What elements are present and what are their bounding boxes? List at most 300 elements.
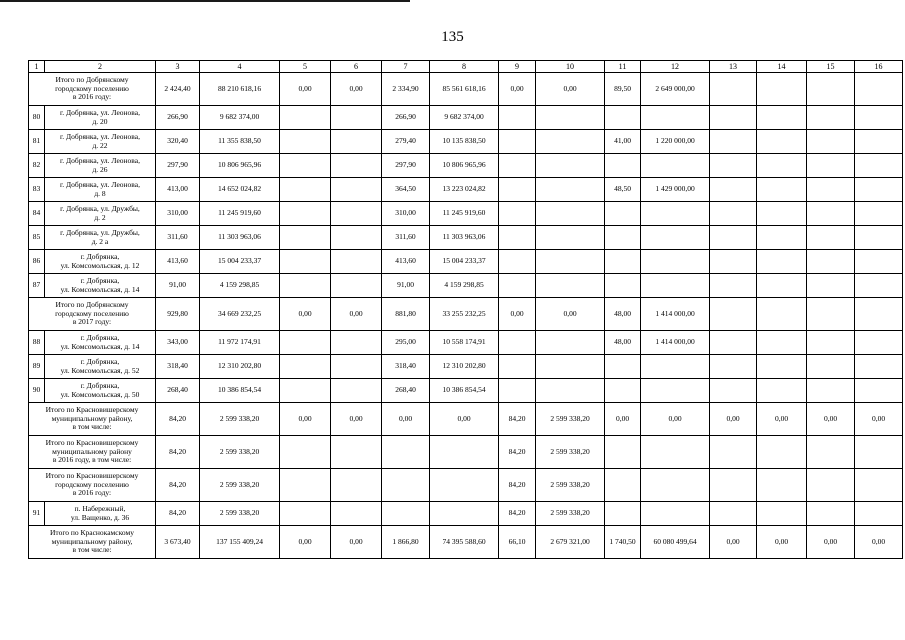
value-cell: 0,00 bbox=[710, 526, 757, 559]
column-number-cell: 10 bbox=[536, 61, 605, 73]
value-cell: 12 310 202,80 bbox=[430, 355, 499, 379]
row-number: 82 bbox=[29, 154, 45, 178]
row-number: 86 bbox=[29, 250, 45, 274]
value-cell: 60 080 499,64 bbox=[641, 526, 710, 559]
subtotal-label: Итого по Красновишерскому муниципальному району в 2016 году, в том числе: bbox=[29, 436, 156, 469]
value-cell: 2 599 338,20 bbox=[200, 403, 280, 436]
value-cell bbox=[499, 154, 536, 178]
value-cell bbox=[807, 502, 855, 526]
value-cell bbox=[807, 274, 855, 298]
value-cell bbox=[382, 469, 430, 502]
value-cell bbox=[710, 469, 757, 502]
value-cell bbox=[605, 226, 641, 250]
value-cell: 1 740,50 bbox=[605, 526, 641, 559]
value-cell bbox=[757, 202, 807, 226]
value-cell: 2 599 338,20 bbox=[536, 502, 605, 526]
value-cell bbox=[536, 106, 605, 130]
subtotal-row bbox=[29, 469, 903, 502]
value-cell bbox=[641, 106, 710, 130]
column-number-cell: 13 bbox=[710, 61, 757, 73]
value-cell bbox=[757, 355, 807, 379]
table-row bbox=[29, 250, 903, 274]
value-cell bbox=[430, 469, 499, 502]
value-cell bbox=[280, 379, 331, 403]
value-cell bbox=[757, 154, 807, 178]
table-row bbox=[29, 202, 903, 226]
value-cell bbox=[280, 355, 331, 379]
value-cell bbox=[807, 202, 855, 226]
value-cell bbox=[710, 436, 757, 469]
row-number: 90 bbox=[29, 379, 45, 403]
value-cell: 268,40 bbox=[156, 379, 200, 403]
column-number-cell: 11 bbox=[605, 61, 641, 73]
table-row bbox=[29, 106, 903, 130]
value-cell bbox=[280, 202, 331, 226]
value-cell: 66,10 bbox=[499, 526, 536, 559]
value-cell: 295,00 bbox=[382, 331, 430, 355]
value-cell bbox=[757, 73, 807, 106]
value-cell: 0,00 bbox=[382, 403, 430, 436]
value-cell bbox=[280, 502, 331, 526]
subtotal-label: Итого по Добрянскому городскому поселению в 2017 году: bbox=[29, 298, 156, 331]
value-cell bbox=[855, 436, 903, 469]
value-cell: 1 414 000,00 bbox=[641, 331, 710, 355]
column-number-cell: 9 bbox=[499, 61, 536, 73]
subtotal-row bbox=[29, 526, 903, 559]
value-cell bbox=[536, 178, 605, 202]
value-cell bbox=[757, 298, 807, 331]
value-cell bbox=[280, 436, 331, 469]
table-row bbox=[29, 154, 903, 178]
value-cell: 2 649 000,00 bbox=[641, 73, 710, 106]
value-cell: 34 669 232,25 bbox=[200, 298, 280, 331]
table-row bbox=[29, 355, 903, 379]
value-cell bbox=[855, 154, 903, 178]
value-cell bbox=[641, 502, 710, 526]
address-cell: г. Добрянка, ул. Леонова, д. 8 bbox=[45, 178, 156, 202]
value-cell bbox=[757, 379, 807, 403]
value-cell bbox=[855, 130, 903, 154]
value-cell: 11 972 174,91 bbox=[200, 331, 280, 355]
value-cell bbox=[710, 250, 757, 274]
subtotal-label: Итого по Красновишерскому городскому поселению в 2016 году: bbox=[29, 469, 156, 502]
value-cell bbox=[710, 355, 757, 379]
value-cell: 12 310 202,80 bbox=[200, 355, 280, 379]
address-cell: г. Добрянка, ул. Дружбы, д. 2 bbox=[45, 202, 156, 226]
table-row bbox=[29, 274, 903, 298]
value-cell bbox=[499, 202, 536, 226]
value-cell: 10 135 838,50 bbox=[430, 130, 499, 154]
value-cell bbox=[605, 106, 641, 130]
value-cell bbox=[710, 202, 757, 226]
value-cell bbox=[641, 379, 710, 403]
value-cell: 84,20 bbox=[499, 403, 536, 436]
value-cell: 0,00 bbox=[331, 526, 382, 559]
value-cell bbox=[710, 154, 757, 178]
value-cell: 88 210 618,16 bbox=[200, 73, 280, 106]
value-cell: 10 558 174,91 bbox=[430, 331, 499, 355]
subtotal-row bbox=[29, 73, 903, 106]
value-cell bbox=[757, 130, 807, 154]
value-cell: 0,00 bbox=[605, 403, 641, 436]
value-cell: 84,20 bbox=[499, 436, 536, 469]
value-cell bbox=[855, 73, 903, 106]
value-cell bbox=[710, 274, 757, 298]
column-number-cell: 1 bbox=[29, 61, 45, 73]
value-cell bbox=[382, 436, 430, 469]
value-cell bbox=[536, 379, 605, 403]
value-cell bbox=[757, 436, 807, 469]
column-number-cell: 12 bbox=[641, 61, 710, 73]
value-cell bbox=[710, 502, 757, 526]
table-row bbox=[29, 331, 903, 355]
value-cell: 929,80 bbox=[156, 298, 200, 331]
value-cell bbox=[536, 130, 605, 154]
value-cell: 279,40 bbox=[382, 130, 430, 154]
value-cell bbox=[280, 178, 331, 202]
value-cell: 297,90 bbox=[156, 154, 200, 178]
value-cell: 85 561 618,16 bbox=[430, 73, 499, 106]
row-number: 88 bbox=[29, 331, 45, 355]
value-cell: 4 159 298,85 bbox=[200, 274, 280, 298]
value-cell: 10 386 854,54 bbox=[200, 379, 280, 403]
table-row bbox=[29, 502, 903, 526]
row-number: 84 bbox=[29, 202, 45, 226]
value-cell: 0,00 bbox=[855, 526, 903, 559]
value-cell: 91,00 bbox=[382, 274, 430, 298]
value-cell: 297,90 bbox=[382, 154, 430, 178]
value-cell bbox=[536, 331, 605, 355]
value-cell: 413,60 bbox=[382, 250, 430, 274]
column-number-cell: 8 bbox=[430, 61, 499, 73]
column-number-cell: 2 bbox=[45, 61, 156, 73]
value-cell bbox=[641, 202, 710, 226]
subtotal-label: Итого по Красновишерскому муниципальному району, в том числе: bbox=[29, 403, 156, 436]
value-cell: 266,90 bbox=[156, 106, 200, 130]
value-cell bbox=[855, 202, 903, 226]
address-cell: г. Добрянка, ул. Комсомольская, д. 50 bbox=[45, 379, 156, 403]
value-cell: 11 245 919,60 bbox=[430, 202, 499, 226]
value-cell: 2 334,90 bbox=[382, 73, 430, 106]
value-cell: 3 673,40 bbox=[156, 526, 200, 559]
value-cell bbox=[499, 331, 536, 355]
row-number: 80 bbox=[29, 106, 45, 130]
value-cell bbox=[641, 355, 710, 379]
value-cell bbox=[855, 226, 903, 250]
value-cell: 1 220 000,00 bbox=[641, 130, 710, 154]
page-number: 135 bbox=[441, 29, 464, 45]
value-cell: 48,50 bbox=[605, 178, 641, 202]
value-cell bbox=[536, 226, 605, 250]
value-cell bbox=[536, 355, 605, 379]
value-cell: 2 424,40 bbox=[156, 73, 200, 106]
address-cell: г. Добрянка, ул. Комсомольская, д. 14 bbox=[45, 331, 156, 355]
value-cell bbox=[757, 106, 807, 130]
value-cell: 311,60 bbox=[382, 226, 430, 250]
top-rule bbox=[0, 0, 410, 2]
value-cell: 84,20 bbox=[499, 502, 536, 526]
value-cell: 310,00 bbox=[382, 202, 430, 226]
value-cell bbox=[280, 226, 331, 250]
value-cell: 0,00 bbox=[280, 526, 331, 559]
subtotal-row bbox=[29, 298, 903, 331]
value-cell: 10 806 965,96 bbox=[200, 154, 280, 178]
value-cell bbox=[710, 298, 757, 331]
value-cell bbox=[499, 178, 536, 202]
value-cell bbox=[331, 379, 382, 403]
value-cell bbox=[280, 469, 331, 502]
value-cell bbox=[499, 130, 536, 154]
subtotal-label: Итого по Краснокамскому муниципальному району, в том числе: bbox=[29, 526, 156, 559]
value-cell bbox=[331, 202, 382, 226]
value-cell: 0,00 bbox=[280, 403, 331, 436]
value-cell: 48,00 bbox=[605, 331, 641, 355]
value-cell bbox=[807, 436, 855, 469]
value-cell: 0,00 bbox=[331, 298, 382, 331]
value-cell: 11 355 838,50 bbox=[200, 130, 280, 154]
value-cell bbox=[641, 436, 710, 469]
value-cell bbox=[855, 379, 903, 403]
subtotal-label: Итого по Добрянскому городскому поселению в 2016 году: bbox=[29, 73, 156, 106]
address-cell: п. Набережный, ул. Ващенко, д. 36 bbox=[45, 502, 156, 526]
value-cell: 0,00 bbox=[757, 526, 807, 559]
row-number: 89 bbox=[29, 355, 45, 379]
column-number-row bbox=[29, 61, 903, 73]
value-cell: 311,60 bbox=[156, 226, 200, 250]
value-cell bbox=[710, 379, 757, 403]
column-number-cell: 16 bbox=[855, 61, 903, 73]
value-cell bbox=[331, 331, 382, 355]
value-cell: 0,00 bbox=[280, 298, 331, 331]
column-number-cell: 5 bbox=[280, 61, 331, 73]
value-cell: 2 599 338,20 bbox=[536, 436, 605, 469]
value-cell: 1 866,80 bbox=[382, 526, 430, 559]
address-cell: г. Добрянка, ул. Комсомольская, д. 12 bbox=[45, 250, 156, 274]
value-cell bbox=[641, 226, 710, 250]
value-cell: 9 682 374,00 bbox=[430, 106, 499, 130]
value-cell bbox=[280, 274, 331, 298]
value-cell bbox=[757, 250, 807, 274]
value-cell bbox=[536, 154, 605, 178]
value-cell bbox=[855, 250, 903, 274]
table-row bbox=[29, 226, 903, 250]
value-cell: 266,90 bbox=[382, 106, 430, 130]
value-cell: 0,00 bbox=[855, 403, 903, 436]
value-cell: 91,00 bbox=[156, 274, 200, 298]
value-cell bbox=[331, 178, 382, 202]
value-cell bbox=[757, 331, 807, 355]
value-cell: 318,40 bbox=[156, 355, 200, 379]
value-cell bbox=[641, 274, 710, 298]
value-cell: 413,60 bbox=[156, 250, 200, 274]
value-cell: 413,00 bbox=[156, 178, 200, 202]
value-cell: 2 679 321,00 bbox=[536, 526, 605, 559]
value-cell bbox=[855, 106, 903, 130]
value-cell: 4 159 298,85 bbox=[430, 274, 499, 298]
value-cell bbox=[710, 73, 757, 106]
value-cell bbox=[855, 502, 903, 526]
value-cell bbox=[605, 379, 641, 403]
value-cell: 2 599 338,20 bbox=[536, 469, 605, 502]
value-cell bbox=[807, 379, 855, 403]
value-cell bbox=[855, 298, 903, 331]
address-cell: г. Добрянка, ул. Дружбы, д. 2 а bbox=[45, 226, 156, 250]
value-cell bbox=[280, 331, 331, 355]
value-cell: 15 004 233,37 bbox=[430, 250, 499, 274]
address-cell: г. Добрянка, ул. Комсомольская, д. 14 bbox=[45, 274, 156, 298]
value-cell: 2 599 338,20 bbox=[200, 502, 280, 526]
value-cell: 2 599 338,20 bbox=[200, 436, 280, 469]
value-cell bbox=[807, 226, 855, 250]
value-cell bbox=[499, 379, 536, 403]
value-cell bbox=[280, 130, 331, 154]
value-cell bbox=[710, 178, 757, 202]
value-cell bbox=[855, 178, 903, 202]
table-row bbox=[29, 379, 903, 403]
value-cell bbox=[641, 469, 710, 502]
value-cell bbox=[605, 355, 641, 379]
value-cell: 11 303 963,06 bbox=[200, 226, 280, 250]
value-cell: 84,20 bbox=[156, 502, 200, 526]
value-cell: 0,00 bbox=[757, 403, 807, 436]
value-cell bbox=[331, 226, 382, 250]
value-cell: 1 414 000,00 bbox=[641, 298, 710, 331]
value-cell bbox=[430, 436, 499, 469]
column-number-cell: 3 bbox=[156, 61, 200, 73]
value-cell: 320,40 bbox=[156, 130, 200, 154]
address-cell: г. Добрянка, ул. Леонова, д. 20 bbox=[45, 106, 156, 130]
value-cell: 268,40 bbox=[382, 379, 430, 403]
value-cell bbox=[605, 469, 641, 502]
value-cell bbox=[710, 106, 757, 130]
value-cell bbox=[605, 154, 641, 178]
value-cell: 2 599 338,20 bbox=[200, 469, 280, 502]
value-cell bbox=[710, 130, 757, 154]
value-cell bbox=[757, 502, 807, 526]
value-cell bbox=[499, 274, 536, 298]
value-cell: 2 599 338,20 bbox=[536, 403, 605, 436]
value-cell: 33 255 232,25 bbox=[430, 298, 499, 331]
value-cell: 48,00 bbox=[605, 298, 641, 331]
value-cell bbox=[331, 250, 382, 274]
value-cell: 0,00 bbox=[331, 403, 382, 436]
value-cell: 0,00 bbox=[280, 73, 331, 106]
value-cell bbox=[807, 355, 855, 379]
value-cell: 0,00 bbox=[641, 403, 710, 436]
value-cell: 343,00 bbox=[156, 331, 200, 355]
column-number-cell: 4 bbox=[200, 61, 280, 73]
value-cell: 881,80 bbox=[382, 298, 430, 331]
value-cell: 84,20 bbox=[156, 469, 200, 502]
value-cell bbox=[855, 331, 903, 355]
row-number: 91 bbox=[29, 502, 45, 526]
value-cell bbox=[605, 202, 641, 226]
value-cell: 0,00 bbox=[710, 403, 757, 436]
column-number-cell: 15 bbox=[807, 61, 855, 73]
value-cell bbox=[757, 274, 807, 298]
value-cell: 364,50 bbox=[382, 178, 430, 202]
value-cell: 89,50 bbox=[605, 73, 641, 106]
value-cell bbox=[641, 154, 710, 178]
value-cell bbox=[807, 130, 855, 154]
value-cell bbox=[807, 106, 855, 130]
value-cell bbox=[855, 274, 903, 298]
value-cell bbox=[710, 226, 757, 250]
value-cell: 137 155 409,24 bbox=[200, 526, 280, 559]
column-number-cell: 14 bbox=[757, 61, 807, 73]
value-cell bbox=[757, 226, 807, 250]
value-cell bbox=[605, 436, 641, 469]
value-cell: 0,00 bbox=[499, 73, 536, 106]
value-cell: 0,00 bbox=[536, 73, 605, 106]
value-cell bbox=[757, 178, 807, 202]
value-cell bbox=[331, 502, 382, 526]
value-cell bbox=[855, 355, 903, 379]
value-cell: 0,00 bbox=[331, 73, 382, 106]
value-cell bbox=[641, 250, 710, 274]
value-cell bbox=[382, 502, 430, 526]
value-cell: 13 223 024,82 bbox=[430, 178, 499, 202]
value-cell: 11 245 919,60 bbox=[200, 202, 280, 226]
value-cell bbox=[807, 250, 855, 274]
value-cell bbox=[331, 106, 382, 130]
value-cell bbox=[605, 250, 641, 274]
column-number-cell: 6 bbox=[331, 61, 382, 73]
value-cell bbox=[807, 331, 855, 355]
row-number: 85 bbox=[29, 226, 45, 250]
value-cell: 9 682 374,00 bbox=[200, 106, 280, 130]
value-cell bbox=[536, 274, 605, 298]
value-cell: 0,00 bbox=[807, 403, 855, 436]
value-cell bbox=[331, 469, 382, 502]
value-cell: 1 429 000,00 bbox=[641, 178, 710, 202]
value-cell bbox=[536, 202, 605, 226]
value-cell bbox=[807, 469, 855, 502]
value-cell: 84,20 bbox=[156, 403, 200, 436]
value-cell: 10 806 965,96 bbox=[430, 154, 499, 178]
value-cell: 0,00 bbox=[430, 403, 499, 436]
registry-table bbox=[28, 60, 903, 559]
value-cell: 0,00 bbox=[499, 298, 536, 331]
value-cell: 15 004 233,37 bbox=[200, 250, 280, 274]
value-cell bbox=[430, 502, 499, 526]
value-cell bbox=[807, 298, 855, 331]
value-cell: 14 652 024,82 bbox=[200, 178, 280, 202]
value-cell: 310,00 bbox=[156, 202, 200, 226]
value-cell bbox=[331, 154, 382, 178]
value-cell: 41,00 bbox=[605, 130, 641, 154]
address-cell: г. Добрянка, ул. Леонова, д. 26 bbox=[45, 154, 156, 178]
value-cell bbox=[280, 106, 331, 130]
table-row bbox=[29, 178, 903, 202]
address-cell: г. Добрянка, ул. Леонова, д. 22 bbox=[45, 130, 156, 154]
value-cell bbox=[331, 130, 382, 154]
value-cell bbox=[807, 178, 855, 202]
value-cell bbox=[280, 154, 331, 178]
value-cell: 84,20 bbox=[499, 469, 536, 502]
value-cell: 318,40 bbox=[382, 355, 430, 379]
value-cell bbox=[807, 73, 855, 106]
value-cell bbox=[757, 469, 807, 502]
value-cell bbox=[331, 274, 382, 298]
value-cell: 11 303 963,06 bbox=[430, 226, 499, 250]
subtotal-row bbox=[29, 436, 903, 469]
value-cell: 10 386 854,54 bbox=[430, 379, 499, 403]
table-row bbox=[29, 130, 903, 154]
column-number-cell: 7 bbox=[382, 61, 430, 73]
row-number: 87 bbox=[29, 274, 45, 298]
value-cell bbox=[499, 226, 536, 250]
